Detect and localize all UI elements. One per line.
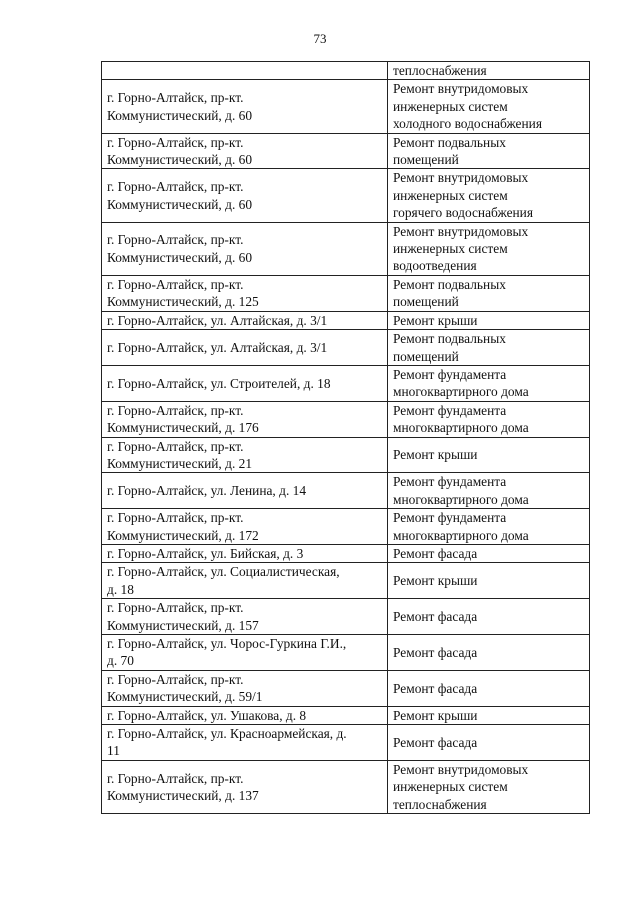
address-cell-line: Коммунистический, д. 137 <box>107 787 259 803</box>
work-type-cell <box>388 62 590 80</box>
address-cell <box>102 670 388 706</box>
address-cell-line: 11 <box>107 743 120 759</box>
address-cell-line: Коммунистический, д. 125 <box>107 294 259 310</box>
table-row <box>102 509 590 545</box>
address-cell-line: г. Горно-Алтайск, пр-кт. <box>107 438 244 454</box>
work-type-cell <box>388 401 590 437</box>
table-row <box>102 473 590 509</box>
address-cell-line: г. Горно-Алтайск, пр-кт. <box>107 671 244 687</box>
work-type-cell-line: Ремонт фундамента <box>393 474 507 490</box>
address-cell <box>102 437 388 473</box>
table-row <box>102 725 590 761</box>
work-type-cell-line: теплоснабжения <box>393 63 487 78</box>
work-type-cell-line: Ремонт крыши <box>393 707 478 723</box>
address-cell <box>102 80 388 133</box>
address-cell-line: г. Горно-Алтайск, пр-кт. <box>107 770 244 786</box>
table-row <box>102 706 590 724</box>
address-cell-line: д. 70 <box>107 653 134 669</box>
work-type-cell-line: горячего водоснабжения <box>393 205 534 221</box>
address-cell <box>102 330 388 366</box>
address-cell-line: г. Горно-Алтайск, ул. Ленина, д. 14 <box>107 483 307 499</box>
table-body <box>102 62 590 814</box>
work-type-cell <box>388 80 590 133</box>
work-type-cell-line: помещений <box>393 294 459 310</box>
work-type-cell-line: Ремонт фасада <box>393 545 478 561</box>
page-number: 73 <box>313 31 327 46</box>
work-type-cell-line: теплоснабжения <box>393 796 487 812</box>
address-cell-line: г. Горно-Алтайск, пр-кт. <box>107 276 244 292</box>
address-cell-line: Коммунистический, д. 172 <box>107 527 259 543</box>
work-type-cell <box>388 222 590 275</box>
work-type-cell-line: инженерных систем <box>393 98 508 114</box>
work-type-cell <box>388 563 590 599</box>
table-row <box>102 222 590 275</box>
work-type-cell-line: инженерных систем <box>393 779 508 795</box>
work-type-cell <box>388 544 590 562</box>
address-cell <box>102 62 388 80</box>
address-cell-line: г. Горно-Алтайск, ул. Красноармейская, д. <box>107 726 347 742</box>
work-type-cell <box>388 473 590 509</box>
address-cell-line: Коммунистический, д. 59/1 <box>107 689 263 705</box>
work-type-cell-line: Ремонт фундамента <box>393 510 507 526</box>
address-cell-line: Коммунистический, д. 157 <box>107 617 259 633</box>
table-row <box>102 760 590 813</box>
address-cell-line: г. Горно-Алтайск, ул. Строителей, д. 18 <box>107 375 331 391</box>
work-type-cell-line: инженерных систем <box>393 187 508 203</box>
address-cell <box>102 311 388 329</box>
work-type-cell <box>388 725 590 761</box>
address-cell <box>102 725 388 761</box>
work-type-cell-line: Ремонт внутридомовых <box>393 170 529 186</box>
address-cell-line: Коммунистический, д. 60 <box>107 107 253 123</box>
address-cell <box>102 563 388 599</box>
work-type-cell <box>388 670 590 706</box>
address-cell-line: г. Горно-Алтайск, пр-кт. <box>107 600 244 616</box>
table-row <box>102 365 590 401</box>
address-cell <box>102 473 388 509</box>
address-cell-line: г. Горно-Алтайск, пр-кт. <box>107 90 244 106</box>
work-type-cell-line: многоквартирного дома <box>393 491 529 507</box>
address-cell <box>102 599 388 635</box>
work-type-cell <box>388 311 590 329</box>
work-type-cell-line: Ремонт фундамента <box>393 402 507 418</box>
table-row <box>102 169 590 222</box>
address-cell-line: г. Горно-Алтайск, ул. Алтайская, д. 3/1 <box>107 312 328 328</box>
table-row <box>102 133 590 169</box>
work-type-cell-line: многоквартирного дома <box>393 420 529 436</box>
address-cell-line: г. Горно-Алтайск, пр-кт. <box>107 402 244 418</box>
work-type-cell-line: помещений <box>393 152 459 168</box>
table-row <box>102 62 590 80</box>
table-row <box>102 80 590 133</box>
address-cell <box>102 222 388 275</box>
address-cell-line: г. Горно-Алтайск, ул. Чорос-Гуркина Г.И., <box>107 636 347 651</box>
address-cell-line: г. Горно-Алтайск, пр-кт. <box>107 510 244 526</box>
work-type-cell-line: многоквартирного дома <box>393 384 529 400</box>
work-type-cell-line: Ремонт внутридомовых <box>393 223 529 239</box>
work-type-cell <box>388 133 590 169</box>
work-type-cell <box>388 760 590 813</box>
work-type-cell-line: Ремонт фасада <box>393 644 478 660</box>
table-row <box>102 275 590 311</box>
address-cell <box>102 401 388 437</box>
work-type-cell-line: Ремонт крыши <box>393 573 478 589</box>
address-cell <box>102 509 388 545</box>
table-row <box>102 635 590 671</box>
address-cell-line: г. Горно-Алтайск, пр-кт. <box>107 232 244 248</box>
address-cell-line: Коммунистический, д. 60 <box>107 152 253 168</box>
table-row <box>102 599 590 635</box>
address-cell-line: г. Горно-Алтайск, ул. Ушакова, д. 8 <box>107 707 307 723</box>
work-type-cell-line: Ремонт подвальных <box>393 134 506 150</box>
work-type-cell <box>388 437 590 473</box>
address-cell <box>102 635 388 671</box>
work-type-cell-line: холодного водоснабжения <box>393 116 542 132</box>
work-type-cell-line: Ремонт фасада <box>393 734 478 750</box>
address-cell <box>102 365 388 401</box>
work-type-cell-line: Ремонт фасада <box>393 680 478 696</box>
table-row <box>102 544 590 562</box>
work-type-cell <box>388 509 590 545</box>
work-type-cell-line: Ремонт подвальных <box>393 331 506 347</box>
table-row <box>102 330 590 366</box>
works-table <box>101 61 590 814</box>
work-type-cell <box>388 275 590 311</box>
address-cell <box>102 133 388 169</box>
table-row <box>102 437 590 473</box>
work-type-cell-line: Ремонт крыши <box>393 312 478 328</box>
work-type-cell-line: Ремонт внутридомовых <box>393 761 529 777</box>
work-type-cell <box>388 706 590 724</box>
address-cell <box>102 706 388 724</box>
table-row <box>102 670 590 706</box>
address-cell-line: Коммунистический, д. 21 <box>107 455 253 471</box>
work-type-cell-line: многоквартирного дома <box>393 527 529 543</box>
work-type-cell-line: Ремонт крыши <box>393 447 478 463</box>
address-cell-line: д. 18 <box>107 581 134 597</box>
work-type-cell-line: Ремонт фасада <box>393 608 478 624</box>
work-type-cell <box>388 169 590 222</box>
address-cell-line: г. Горно-Алтайск, пр-кт. <box>107 179 244 195</box>
work-type-cell <box>388 365 590 401</box>
work-type-cell-line: Ремонт внутридомовых <box>393 81 529 97</box>
table-row <box>102 401 590 437</box>
work-type-cell-line: помещений <box>393 348 459 364</box>
address-cell <box>102 275 388 311</box>
address-cell-line: Коммунистический, д. 60 <box>107 249 253 265</box>
address-cell-line: г. Горно-Алтайск, ул. Алтайская, д. 3/1 <box>107 339 328 355</box>
work-type-cell-line: инженерных систем <box>393 241 508 257</box>
address-cell <box>102 169 388 222</box>
work-type-cell <box>388 599 590 635</box>
address-cell <box>102 760 388 813</box>
address-cell-line: г. Горно-Алтайск, пр-кт. <box>107 134 244 150</box>
work-type-cell-line: Ремонт подвальных <box>393 276 506 292</box>
table-row <box>102 563 590 599</box>
work-type-cell <box>388 330 590 366</box>
work-type-cell-line: водоотведения <box>393 258 477 274</box>
address-cell-line: Коммунистический, д. 60 <box>107 196 253 212</box>
address-cell <box>102 544 388 562</box>
work-type-cell-line: Ремонт фундамента <box>393 366 507 382</box>
table-row <box>102 311 590 329</box>
work-type-cell <box>388 635 590 671</box>
address-cell-line: г. Горно-Алтайск, ул. Социалистическая, <box>107 564 340 580</box>
address-cell-line: г. Горно-Алтайск, ул. Бийская, д. 3 <box>107 545 304 561</box>
address-cell-line: Коммунистический, д. 176 <box>107 420 259 436</box>
